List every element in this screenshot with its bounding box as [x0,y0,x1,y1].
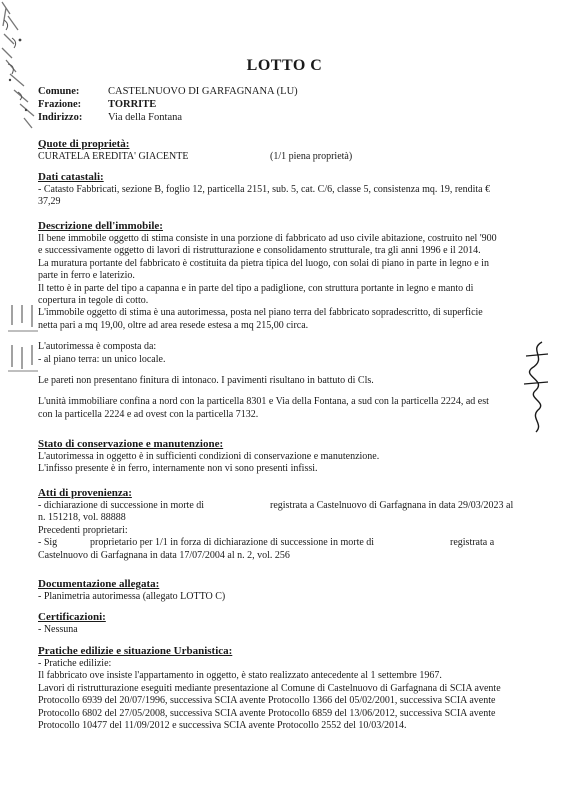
descrizione-line: copertura in tegole di cotto. [38,295,149,307]
property-info [38,85,298,124]
comune-label: Comune: [38,86,80,97]
descrizione-line: parte in ferro e laterizio. [38,270,135,282]
margin-tick-marks [8,305,38,375]
indirizzo-label: Indirizzo: [38,112,83,123]
provenienza-line-4-left: - Sig [38,537,58,549]
comune-value: CASTELNUOVO DI GARFAGNANA (LU) [108,86,298,97]
composta-line: - al piano terra: un unico locale. [38,353,166,365]
section-pratiche [38,645,538,732]
page-title: LOTTO C [246,57,323,74]
provenienza-line-1-left: - dichiarazione di successione in morte di [38,500,205,511]
conservazione-header: Stato di conservazione e manutenzione: [38,438,224,450]
section-documentazione [38,578,538,603]
quote-header: Quote di proprietà: [38,138,130,150]
section-provenienza [38,487,538,562]
conservazione-line: L'autorimessa in oggetto è in sufficienti condizioni di conservazione e manutenzione. [38,451,380,462]
section-certificazioni [38,611,538,636]
certificazioni-line: - Nessuna [38,624,78,635]
descrizione-line: Il tetto è in parte del tipo a capanna e in parte del tipo a padiglione, con struttura portante in legno e manto di [38,282,474,294]
pareti-line: Le pareti non presentano finitura di intonaco. I pavimenti risultano in battuto di Cls. [38,375,374,387]
descrizione-line: e successivamente oggetto di lavori di ristrutturazione e consolidamento strutturale, tra gli anni 1996 e il 2014. [38,245,481,257]
descrizione-line: L'immobile oggetto di stima è una autorimessa, posta nel piano terra del fabbricato sopradescritto, di superficie [38,307,483,319]
frazione-label: Frazione: [38,99,82,110]
pratiche-header: Pratiche edilizie e situazione Urbanistica: [38,645,233,657]
section-quote [38,138,538,163]
certificazioni-header: Certificazioni: [38,611,106,623]
confini-line: con la particella 2224 e ad ovest con la particella 7132. [38,408,259,420]
pratiche-line: - Pratiche edilizie: [38,658,112,669]
catastali-header: Dati catastali: [38,171,104,183]
provenienza-line-4-right: registrata a [450,537,495,549]
section-descrizione [38,220,538,421]
pratiche-line: Lavori di ristrutturazione eseguiti mediante presentazione al Comune di Castelnuovo di Garfagnana di SCIA avente [38,682,501,694]
pratiche-line: Il fabbricato ove insiste l'appartamento in oggetto, è stato realizzato antecedente al 1 settembre 1967. [38,670,442,682]
provenienza-line-1-right: registrata a Castelnuovo di Garfagnana in data 29/03/2023 al [270,500,514,511]
descrizione-line: La muratura portante del fabbricato è costituita da pietra tipica del luogo, con solai di piano in parte in legno e in [38,257,489,269]
provenienza-line-3: Precedenti proprietari: [38,524,128,536]
provenienza-line-5: Castelnuovo di Garfagnana in data 17/07/2004 al n. 2, vol. 256 [38,549,290,561]
section-catastali [38,171,538,209]
pratiche-line: Protocollo 10477 del 11/09/2012 e successiva SCIA avente Protocollo 2552 del 10/03/2014. [38,720,407,732]
quote-owner: CURATELA EREDITA' GIACENTE [38,151,189,162]
provenienza-header: Atti di provenienza: [38,487,132,499]
catastali-line-2: 37,29 [38,196,61,208]
composta-line: L'autorimessa è composta da: [38,341,157,353]
provenienza-line-2: n. 151218, vol. 88888 [38,512,126,524]
descrizione-header: Descrizione dell'immobile: [38,220,163,232]
documentazione-header: Documentazione allegata: [38,578,160,590]
descrizione-line: Il bene immobile oggetto di stima consiste in una porzione di fabbricato ad uso civile abitazione, costruito nel '900 [38,233,497,244]
indirizzo-value: Via della Fontana [108,112,183,123]
conservazione-line: L'infisso presente è in ferro, internamente non vi sono presenti infissi. [38,463,318,475]
confini-line: L'unità immobiliare confina a nord con la particella 8301 e Via della Fontana, a sud con la particella 2224, ad est [38,396,489,408]
descrizione-line: netta pari a mq 19,00, oltre ad area resede estesa a mq 215,00 circa. [38,319,309,331]
section-conservazione [38,438,538,476]
documentazione-line: - Planimetria autorimessa (allegato LOTTO C) [38,591,226,602]
pratiche-line: Protocollo 6802 del 27/05/2008, successiva SCIA avente Protocollo 6859 del 13/06/2012, successiva SCIA avente [38,707,496,719]
quote-share: (1/1 piena proprietà) [270,151,353,162]
pratiche-line: Protocollo 6939 del 20/07/1996, successiva SCIA avente Protocollo 1366 del 05/02/2001, successiva SCIA avente [38,695,496,707]
catastali-line-1: - Catasto Fabbricati, sezione B, foglio 12, particella 2151, sub. 5, cat. C/6, classe 5, consistenza mq. 19, rendita € [38,184,491,195]
frazione-value: TORRITE [108,99,157,110]
provenienza-line-4-mid: proprietario per 1/1 in forza di dichiarazione di successione in morte di [90,537,375,549]
